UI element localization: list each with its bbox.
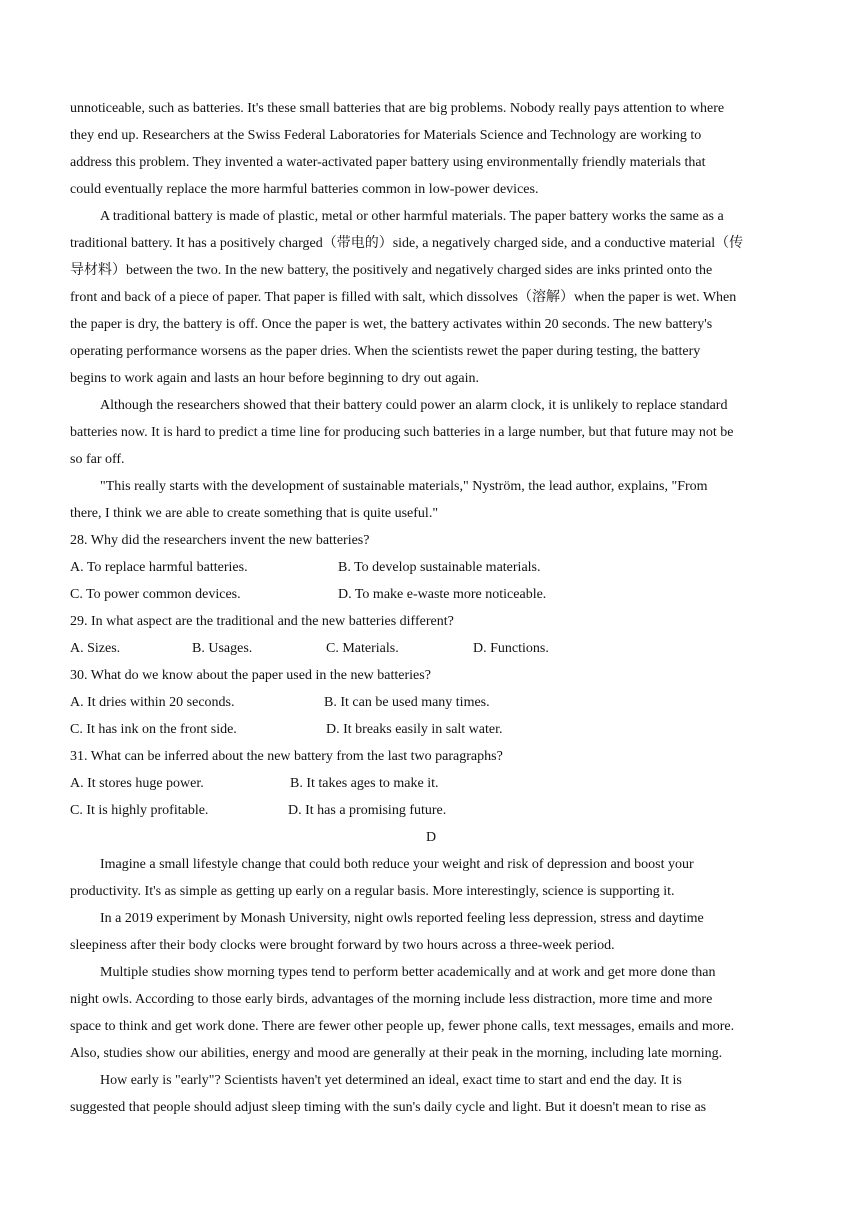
text-line: there, I think we are able to create something that is quite useful.": [70, 506, 439, 521]
text-line: could eventually replace the more harmful batteries common in low-power devices.: [70, 182, 539, 197]
options-row: [70, 770, 792, 797]
passage-c-paragraph-4: [70, 473, 792, 527]
page-content: [70, 95, 792, 1121]
text-line: so far off.: [70, 452, 125, 467]
question-stem: 30. What do we know about the paper used in the new batteries?: [70, 668, 431, 683]
option-c: C. It is highly profitable.: [70, 803, 209, 818]
text-line: space to think and get work done. There are fewer other people up, fewer phone calls, text messages, emails and more.: [70, 1019, 735, 1034]
option-b: B. It takes ages to make it.: [290, 776, 439, 791]
text-line: the paper is dry, the battery is off. Once the paper is wet, the battery activates within 20 seconds. The new battery's: [70, 317, 713, 332]
option-d: D. Functions.: [473, 641, 549, 656]
question-stem: 31. What can be inferred about the new battery from the last two paragraphs?: [70, 749, 503, 764]
text-line: suggested that people should adjust sleep timing with the sun's daily cycle and light. But it doesn't mean to rise as: [70, 1100, 707, 1115]
options-row: [70, 716, 792, 743]
options-row: [70, 797, 792, 824]
question-29: [70, 608, 792, 662]
options-row: [70, 581, 792, 608]
text-line: 导材料）between the two. In the new battery, the positively and negatively charged sides are inks printed onto the: [70, 263, 713, 278]
options-row: [70, 689, 792, 716]
text-line: unnoticeable, such as batteries. It's these small batteries that are big problems. Nobody really pays attention to where: [70, 101, 725, 116]
text-line: night owls. According to those early birds, advantages of the morning include less distraction, more time and more: [70, 992, 713, 1007]
text-line: begins to work again and lasts an hour before beginning to dry out again.: [70, 371, 480, 386]
passage-c-paragraph-3: [70, 392, 792, 473]
option-b: B. To develop sustainable materials.: [338, 560, 541, 575]
text-line: How early is "early"? Scientists haven't yet determined an ideal, exact time to start and end the day. It is: [100, 1073, 682, 1088]
question-31: [70, 743, 792, 824]
text-line: sleepiness after their body clocks were brought forward by two hours across a three-week period.: [70, 938, 615, 953]
options-row: [70, 635, 792, 662]
text-line: A traditional battery is made of plastic, metal or other harmful materials. The paper battery works the same as a: [100, 209, 724, 224]
text-line: they end up. Researchers at the Swiss Federal Laboratories for Materials Science and Technology are working to: [70, 128, 702, 143]
option-b: B. Usages.: [192, 641, 253, 656]
option-a: A. Sizes.: [70, 641, 121, 656]
option-a: A. To replace harmful batteries.: [70, 560, 248, 575]
text-line: In a 2019 experiment by Monash University, night owls reported feeling less depression, stress and daytime: [100, 911, 704, 926]
option-c: C. Materials.: [326, 641, 399, 656]
text-line: Imagine a small lifestyle change that could both reduce your weight and risk of depression and boost your: [100, 857, 694, 872]
option-d: D. It has a promising future.: [288, 803, 447, 818]
text-line: Multiple studies show morning types tend to perform better academically and at work and get more done than: [100, 965, 716, 980]
text-line: Although the researchers showed that their battery could power an alarm clock, it is unlikely to replace standard: [100, 398, 728, 413]
option-d: D. It breaks easily in salt water.: [326, 722, 503, 737]
passage-d-paragraph-4: [70, 1067, 792, 1121]
passage-d-paragraph-2: [70, 905, 792, 959]
passage-d-paragraph-3: [70, 959, 792, 1067]
question-28: [70, 527, 792, 608]
text-line: address this problem. They invented a water-activated paper battery using environmentally friendly materials that: [70, 155, 706, 170]
text-line: Also, studies show our abilities, energy and mood are generally at their peak in the morning, including late morning.: [70, 1046, 723, 1061]
option-d: D. To make e-waste more noticeable.: [338, 587, 547, 602]
option-c: C. It has ink on the front side.: [70, 722, 237, 737]
question-stem: 28. Why did the researchers invent the new batteries?: [70, 533, 370, 548]
option-b: B. It can be used many times.: [324, 695, 490, 710]
passage-c-paragraph-1: [70, 95, 792, 203]
option-a: A. It dries within 20 seconds.: [70, 695, 235, 710]
question-stem: 29. In what aspect are the traditional and the new batteries different?: [70, 614, 454, 629]
text-line: productivity. It's as simple as getting up early on a regular basis. More interestingly, science is supporting it.: [70, 884, 675, 899]
text-line: operating performance worsens as the paper dries. When the scientists rewet the paper during testing, the battery: [70, 344, 701, 359]
question-30: [70, 662, 792, 743]
section-heading: D: [425, 830, 437, 845]
passage-d-paragraph-1: [70, 851, 792, 905]
options-row: [70, 554, 792, 581]
text-line: "This really starts with the development of sustainable materials," Nyström, the lead author, explains, "From: [100, 479, 708, 494]
text-line: traditional battery. It has a positively charged（带电的）side, a negatively charged side, and a conductive material（传: [70, 236, 744, 251]
option-c: C. To power common devices.: [70, 587, 241, 602]
text-line: front and back of a piece of paper. That paper is filled with salt, which dissolves（溶解）when the paper is wet. When: [70, 290, 737, 305]
text-line: batteries now. It is hard to predict a time line for producing such batteries in a large number, but that future may not be: [70, 425, 734, 440]
option-a: A. It stores huge power.: [70, 776, 204, 791]
passage-c-paragraph-2: [70, 203, 792, 392]
